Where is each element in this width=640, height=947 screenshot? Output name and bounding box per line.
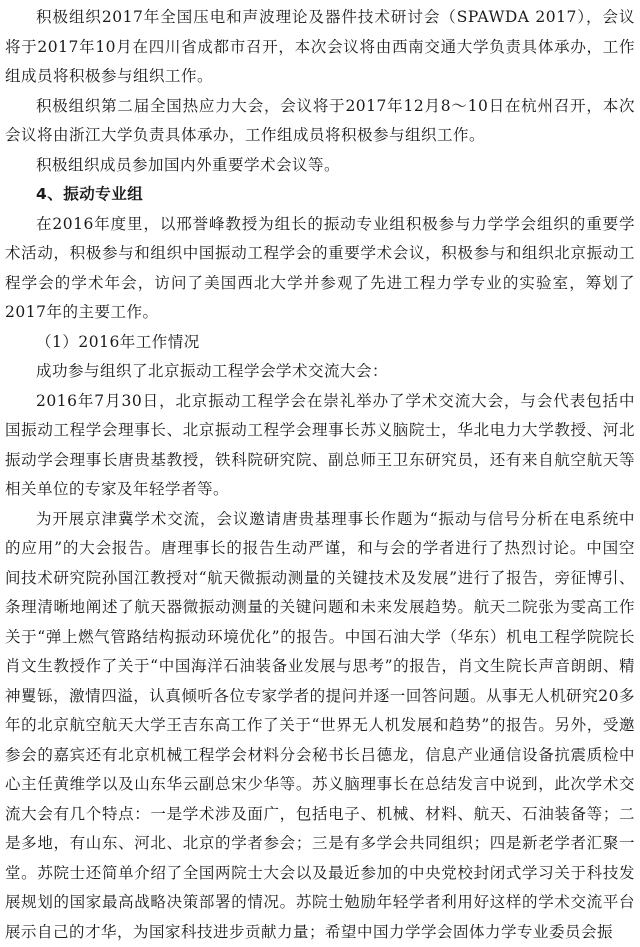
paragraph-organized: 成功参与组织了北京振动工程学会学术交流大会： [5, 357, 635, 387]
paragraph-meeting: 2016年7月30日，北京振动工程学会在崇礼举办了学术交流大会，与会代表包括中国振动工程学会理事长、北京振动工程学会理事长苏义脑院士，华北电力大学教授、河北振动学会理事长唐贵基教授，铁科院研究院、副总师王卫东研究员，还有来自航空航天等相关单位的专家及年轻学者等。 [5, 387, 635, 505]
section-heading: 4、振动专业组 [5, 180, 635, 210]
paragraph-spawda: 积极组织2017年全国压电和声波理论及器件技术研讨会（SPAWDA 2017），会议将于2017年10月在四川省成都市召开，本次会议将由西南交通大学负责具体承办，工作组成员将积极参与组织工作。 [5, 3, 635, 92]
subheading-2016-work: （1）2016年工作情况 [5, 328, 635, 358]
document-page [5, 3, 635, 947]
paragraph-conferences: 积极组织成员参加国内外重要学术会议等。 [5, 151, 635, 181]
paragraph-reports: 为开展京津冀学术交流，会议邀请唐贵基理事长作题为“振动与信号分析在电系统中的应用”的大会报告。唐理事长的报告生动严谨，和与会的学者进行了热烈讨论。中国空间技术研究院孙国江教授对“航天微振动测量的关键技术及发展”进行了报告，旁征博引、条理清晰地阐述了航天器微振动测量的关键问题和未来发展趋势。航天二院张为雯高工作关于“弹上燃气管路结构振动环境优化”的报告。中国石油大学（华东）机电工程学院院长肖文生教授作了关于“中国海洋石油装备业发展与思考”的报告，肖文生院长声音朗朗、精神矍铄，激情四溢，认真倾听各位专家学者的提问并逐一回答问题。从事无人机研究20多年的北京航空航天大学王吉东高工作了关于“世界无人机发展和趋势”的报告。另外，受邀参会的嘉宾还有北京机械工程学会材料分会秘书长吕德龙，信息产业通信设备抗震质检中心主任黄维学以及山东华云副总宋少华等。苏义脑理事长在总结发言中说到，此次学术交流大会有几个特点：一是学术涉及面广，包括电子、机械、材料、航天、石油装备等；二是多地，有山东、河北、北京的学者参会；三是有多学会共同组织；四是新老学者汇聚一堂。苏院士还简单介绍了全国两院士大会以及最近参加的中央党校封闭式学习关于科技发展规划的国家最高战略决策部署的情况。苏院士勉励年轻学者利用好这样的学术交流平台展示自己的才华，为国家科技进步贡献力量；希望中国力学学会固体力学专业委员会振 [5, 505, 635, 947]
paragraph-overview: 在2016年度里，以邢誉峰教授为组长的振动专业组积极参与力学学会组织的重要学术活动，积极参与和组织中国振动工程学会的重要学术会议，积极参与和组织北京振动工程学会的学术年会，访问了美国西北大学并参观了先进工程力学专业的实验室，筹划了2017年的主要工作。 [5, 210, 635, 328]
paragraph-thermal-stress: 积极组织第二届全国热应力大会，会议将于2017年12月8～10日在杭州召开，本次会议将由浙江大学负责具体承办，工作组成员将积极参与组织工作。 [5, 92, 635, 151]
